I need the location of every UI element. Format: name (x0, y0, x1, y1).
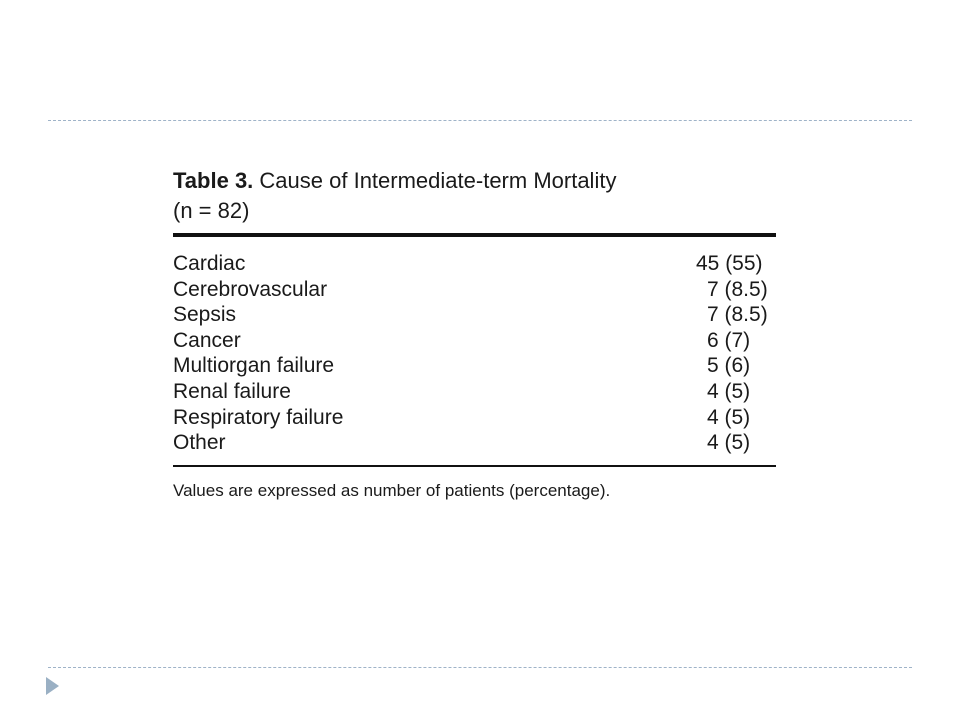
value-cell: 7 (8.5) (707, 277, 768, 301)
table-row (173, 405, 776, 431)
value-cell: 4 (5) (707, 405, 751, 429)
value-cell: 4 (5) (707, 431, 751, 455)
cause-cell: Cerebrovascular (173, 277, 328, 301)
table-title (173, 166, 776, 196)
table-body (173, 251, 776, 456)
cause-cell: Other (173, 431, 226, 455)
table-row (173, 379, 776, 405)
table-row (173, 302, 776, 328)
value-cell: 4 (5) (707, 379, 751, 403)
value-cell: 6 (7) (707, 328, 751, 352)
mortality-table (173, 166, 776, 501)
triangle-bullet-icon (46, 677, 59, 695)
cause-cell: Sepsis (173, 303, 237, 327)
table-label: Table 3. (173, 168, 254, 193)
slide-divider-bottom (48, 667, 912, 668)
value-cell: 45 (55) (696, 252, 763, 275)
cause-cell: Multiorgan failure (173, 354, 335, 378)
cause-cell: Cardiac (173, 252, 246, 275)
table-bottom-rule (173, 465, 776, 467)
table-row (173, 277, 776, 303)
value-cell: 5 (6) (707, 354, 751, 378)
table-top-rule (173, 233, 776, 237)
slide-divider-top (48, 120, 912, 121)
table-row (173, 353, 776, 379)
value-cell: 7 (8.5) (707, 303, 768, 327)
table-row (173, 251, 776, 277)
cause-cell: Cancer (173, 328, 241, 352)
table-row (173, 328, 776, 354)
table-subtitle: (n = 82) (173, 198, 250, 223)
table-footnote: Values are expressed as number of patients (percentage). (173, 480, 611, 500)
cause-cell: Respiratory failure (173, 405, 344, 429)
table-title-text: Cause of Intermediate-term Mortality (259, 168, 617, 193)
table-row (173, 430, 776, 456)
cause-cell: Renal failure (173, 379, 291, 403)
